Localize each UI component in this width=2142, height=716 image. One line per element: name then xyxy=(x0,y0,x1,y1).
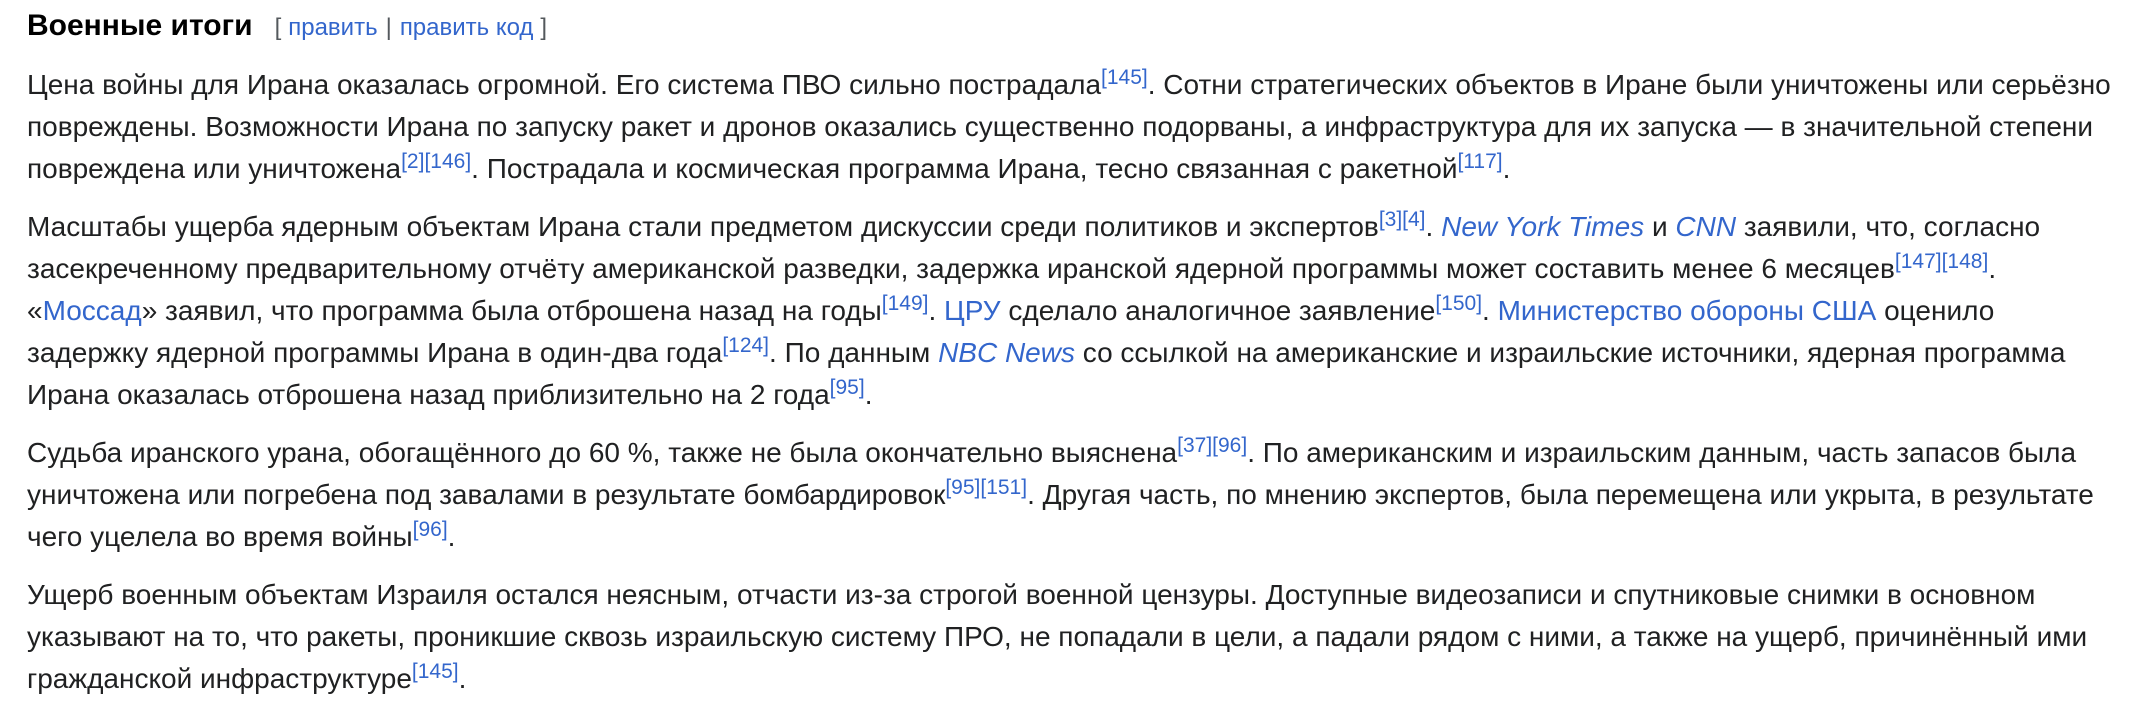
text-run: . xyxy=(1502,153,1511,184)
article-paragraph xyxy=(27,432,2115,558)
wiki-link[interactable]: New York Times xyxy=(1441,211,1645,242)
reference-link[interactable]: [96] xyxy=(1212,434,1248,457)
text-run: . Сотни стратегических объектов в Иране были уничтожены или серьёзно повреждены. Возможности Ирана по запуску ракет и дронов оказались существенно подорваны, а инфраструктура для их запуска — в значительной степени повреждена или уничтожена xyxy=(27,69,2111,184)
edit-section xyxy=(275,14,548,42)
text-run: . xyxy=(1425,211,1442,242)
text-run: . xyxy=(864,379,873,410)
wiki-link[interactable]: Моссад xyxy=(42,295,142,326)
text-run: . xyxy=(1482,295,1498,326)
text-run: оценило задержку ядерной программы Ирана в один-два года xyxy=(27,295,1995,368)
article-body xyxy=(27,64,2115,700)
text-run: сделало аналогичное заявление xyxy=(1000,295,1436,326)
text-run: Цена войны для Ирана оказалась огромной. Его система ПВО сильно пострадала xyxy=(27,69,1102,100)
article-paragraph xyxy=(27,64,2115,190)
text-run: . xyxy=(447,521,456,552)
article-paragraph xyxy=(27,206,2115,416)
text-run: . xyxy=(458,663,467,694)
reference-link[interactable]: [145] xyxy=(1101,66,1148,89)
wiki-link[interactable]: CNN xyxy=(1675,211,1737,242)
reference-link[interactable]: [146] xyxy=(424,150,472,173)
edit-source-link[interactable]: править код xyxy=(399,14,534,41)
text-run: » заявил, что программа была отброшена назад на годы xyxy=(141,295,882,326)
reference-link[interactable]: [4] xyxy=(1402,208,1426,231)
edit-divider: | xyxy=(385,14,392,41)
section-heading-row xyxy=(27,6,2115,44)
text-run: и xyxy=(1644,211,1676,242)
reference-link[interactable]: [148] xyxy=(1941,250,1989,273)
article-paragraph xyxy=(27,574,2115,700)
text-run: со ссылкой на американские и израильские источники, ядерная программа Ирана оказалась отброшена назад приблизительно на 2 года xyxy=(27,337,2066,410)
text-run: Ущерб военным объектам Израиля остался неясным, отчасти из-за строгой военной цензуры. Доступные видеозаписи и спутниковые снимки в основном указывают на то, что ракеты, проникшие сквозь израильскую систему ПРО, не попадали в цели, а падали рядом с ними, а также на ущерб, причинённый ими гражданской инфраструктуре xyxy=(27,579,2088,694)
edit-bracket-open: [ xyxy=(274,14,282,41)
reference-link[interactable]: [147] xyxy=(1894,250,1942,273)
reference-link[interactable]: [95] xyxy=(829,376,865,399)
text-run: . xyxy=(928,295,945,326)
reference-link[interactable]: [151] xyxy=(980,476,1028,499)
text-run: . По данным xyxy=(769,337,939,368)
text-run: . Другая часть, по мнению экспертов, была перемещена или укрыта, в результате чего уцелела во время войны xyxy=(27,479,2094,552)
wiki-link[interactable]: ЦРУ xyxy=(944,295,1001,326)
text-run: Судьба иранского урана, обогащённого до 60 %, также не была окончательно выяснена xyxy=(27,437,1178,468)
reference-link[interactable]: [96] xyxy=(412,518,448,541)
reference-link[interactable]: [3] xyxy=(1378,208,1403,231)
wiki-link[interactable]: NBC News xyxy=(938,337,1075,368)
reference-link[interactable]: [149] xyxy=(881,292,929,315)
reference-link[interactable]: [117] xyxy=(1457,150,1503,173)
reference-link[interactable]: [37] xyxy=(1177,434,1213,457)
text-run: . « xyxy=(27,253,1997,326)
wiki-link[interactable]: Министерство обороны США xyxy=(1497,295,1877,326)
text-run: Масштабы ущерба ядерным объектам Ирана стали предметом дискуссии среди политиков и экспертов xyxy=(27,211,1379,242)
text-run: заявили, что, согласно засекреченному предварительному отчёту американской разведки, задержка иранской ядерной программы может составить менее 6 месяцев xyxy=(27,211,2041,284)
edit-link[interactable]: править xyxy=(288,14,378,41)
reference-link[interactable]: [145] xyxy=(411,660,459,683)
reference-link[interactable]: [2] xyxy=(401,150,425,173)
reference-link[interactable]: [124] xyxy=(722,334,770,357)
section-title: Военные итоги xyxy=(27,9,253,42)
edit-bracket-close: ] xyxy=(540,14,548,41)
text-run: . Пострадала и космическая программа Ирана, тесно связанная с ракетной xyxy=(471,153,1458,184)
reference-link[interactable]: [95] xyxy=(945,476,981,499)
reference-link[interactable]: [150] xyxy=(1435,292,1483,315)
text-run: . По американским и израильским данным, часть запасов была уничтожена или погребена под завалами в результате бомбардировок xyxy=(27,437,2077,510)
